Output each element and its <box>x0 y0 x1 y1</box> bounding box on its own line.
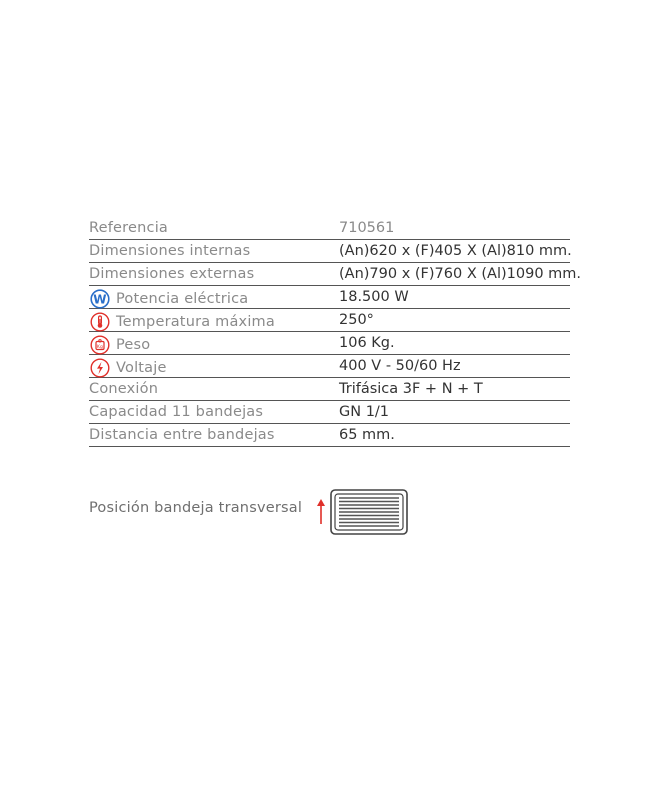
spec-row-voltaje <box>89 355 570 378</box>
spec-row-conexion <box>89 378 570 401</box>
spec-value: 250° <box>339 312 374 328</box>
spec-value: 106 Kg. <box>339 335 395 351</box>
spec-label: Peso <box>116 337 151 353</box>
spec-label: Dimensiones internas <box>89 243 251 259</box>
tray-position-label: Posición bandeja transversal <box>89 500 303 516</box>
tray-grid-icon <box>330 489 408 535</box>
spec-value: (An)790 x (F)760 X (Al)1090 mm. <box>339 266 582 282</box>
spec-value: 18.500 W <box>339 289 409 305</box>
spec-value: 400 V - 50/60 Hz <box>339 358 461 374</box>
spec-row-capacidad <box>89 401 570 424</box>
spec-row-peso <box>89 332 570 355</box>
spec-value: 65 mm. <box>339 427 395 443</box>
weight-kg-icon <box>90 335 110 355</box>
spec-row-distancia <box>89 424 570 447</box>
spec-row-potencia <box>89 286 570 309</box>
spec-label: Temperatura máxima <box>116 314 275 330</box>
power-w-icon <box>90 289 110 309</box>
svg-text:Kg: Kg <box>96 345 104 350</box>
voltage-bolt-icon <box>90 358 110 378</box>
spec-label: Capacidad 11 bandejas <box>89 404 264 420</box>
spec-row-referencia <box>89 217 570 240</box>
spec-label: Voltaje <box>116 360 167 376</box>
spec-row-dimensiones-internas <box>89 240 570 263</box>
thermometer-icon <box>90 312 110 332</box>
spec-label: Conexión <box>89 381 159 397</box>
spec-label: Referencia <box>89 220 169 236</box>
spec-table <box>89 217 582 447</box>
up-arrow-icon <box>314 497 328 525</box>
spec-value: (An)620 x (F)405 X (Al)810 mm. <box>339 243 572 259</box>
spec-value: 710561 <box>339 220 395 236</box>
spec-label: Potencia eléctrica <box>116 291 249 307</box>
spec-label: Dimensiones externas <box>89 266 255 282</box>
spec-row-temperatura <box>89 309 570 332</box>
spec-row-dimensiones-externas <box>89 263 582 286</box>
spec-value: Trifásica 3F + N + T <box>339 381 483 397</box>
svg-text:W: W <box>93 292 107 307</box>
spec-value: GN 1/1 <box>339 404 390 420</box>
spec-label: Distancia entre bandejas <box>89 427 275 443</box>
